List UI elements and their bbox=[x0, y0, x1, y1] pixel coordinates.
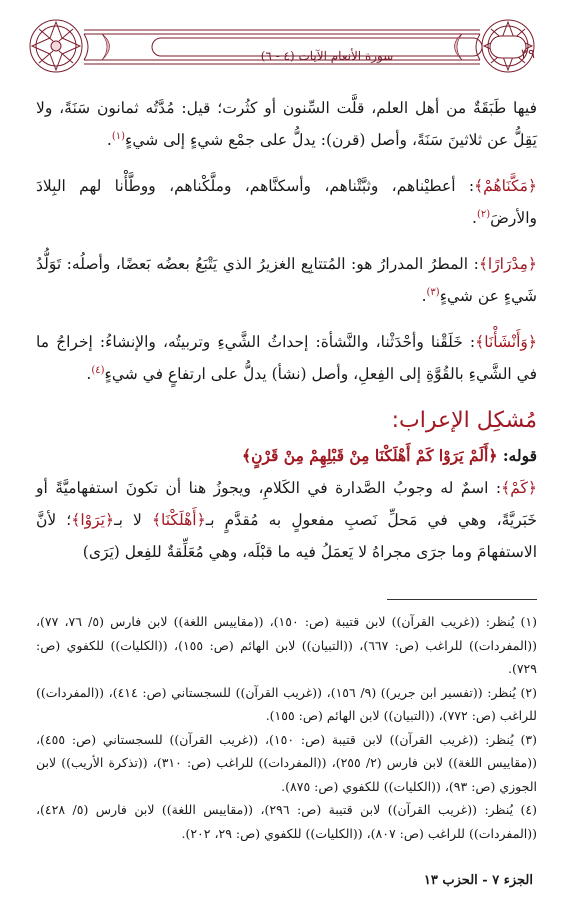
quran-term: ﴿وَأَنْشَأْنَا﴾ bbox=[475, 333, 537, 351]
footnote-divider bbox=[387, 599, 537, 600]
paragraph-makkannahum: ﴿مَكَّنَاهُمْ﴾: أعطيْناهم، وثبَّتْناهم، وأسكنَّاهم، وملَّكْناهم، ووطَّأْنا لهم البِلادَ والأرضَ$^{(٢)}$. bbox=[36, 177, 537, 227]
paragraph-qarn: فيها طَبَقَةٌ من أهل العلم، قلَّت السِّنون أو كثُرت؛ قيل: مُدَّتُه ثمانون سَنَةً، ولا يَقِلُّ عن ثلاثينَ سَنَةً، وأصل (قرن): يدلُّ على جمْع شيءٍ إلى شيءٍ$^{(١)}$. bbox=[36, 99, 537, 149]
analysis-paragraph bbox=[36, 472, 537, 568]
quran-term: ﴿يَرَوْا﴾ bbox=[71, 511, 115, 529]
footnote: (٤) يُنظر: ((غريب القرآن)) لابن قتيبة (ص: ٢٩٦)، ((مقاييس اللغة)) لابن فارس (٥/ ٤٢٨)، ((المفردات)) للراغب (ص: ٨٠٧)، ((الكليات)) للكفوي (ص: ٢٩، ٢٠٢). bbox=[36, 802, 538, 841]
quran-term: ﴿كَمْ﴾ bbox=[501, 479, 537, 497]
surah-title: سورة الأنعام الآيات (٤ - ٦) bbox=[260, 49, 394, 63]
paragraph-text: : أعطيْناهم، وثبَّتْناهم، وأسكنَّاهم، وملَّكْناهم، ووطَّأْنا لهم البِلادَ والأرضَ bbox=[36, 177, 537, 227]
footnote: (١) يُنظر: ((غريب القرآن)) لابن قتيبة (ص: ١٥٠)، ((مقاييس اللغة)) لابن فارس (٥/ ٧٦، ٧٧)، ((المفردات)) للراغب (ص: ٦٦٧)، ((التبيان)) لابن الهائم (ص: ١٥٥)، ((الكليات)) للكفوي (ص: ٧٢٩). bbox=[36, 614, 538, 676]
analysis-text: ؛ لأنَّ الاستفهامَ وما جرَى مجراهُ لا يَعمَلُ فيه ما قبْلَه، وهي مُعَلِّقةٌ للفِعل (يَرَى) bbox=[36, 511, 537, 561]
section-heading: مُشكِل الإعراب: bbox=[391, 408, 537, 433]
verse-line bbox=[36, 440, 537, 472]
quran-term: ﴿مَكَّنَاهُمْ﴾ bbox=[474, 177, 537, 195]
quran-term: ﴿أَهْلَكْنَا﴾ bbox=[151, 511, 206, 529]
paragraph-text: : المطرُ المدرارُ هو: المُتتابِع الغزيرُ الذي يَتْبَعُ بعضُه بَعضًا، وأصلُه: تَوَلُّدُ شَيءٍ عن شيءٍ bbox=[36, 255, 537, 305]
main-text bbox=[36, 92, 537, 568]
footnote: (٣) يُنظر: ((غريب القرآن)) لابن قتيبة (ص: ١٥٠)، ((غريب القرآن)) للسجستاني (ص: ٤٥٥)، ((مقاييس اللغة)) لابن فارس (٢/ ٢٥٥)، ((المفردات)) للراغب (ص: ٣١٠)، ((تذكرة الأريب)) لابن الجوزي (ص: ٩٣)، ((الكليات)) للكفوي (ص: ٨٧٥). bbox=[36, 731, 538, 794]
page-footer: الجزء ٧ - الحزب ١٣ bbox=[423, 873, 533, 888]
quran-term: ﴿مِدْرَارًا﴾ bbox=[478, 255, 537, 273]
paragraph-text: فيها طَبَقَةٌ من أهل العلم، قلَّت السِّنون أو كثُرت؛ قيل: مُدَّتُه ثمانون سَنَةً، ولا يَقِلُّ عن ثلاثينَ سَنَةً، وأصل (قرن): يدلُّ على جمْع شيءٍ إلى شيءٍ bbox=[36, 99, 537, 149]
footnote-ref: (٤) bbox=[91, 364, 105, 376]
analysis-text: لا بـ bbox=[114, 511, 152, 529]
footnote: (٢) يُنظر: ((تفسير ابن جرير)) (٩/ ١٥٦)، ((غريب القرآن)) للسجستاني (ص: ٤١٤)، ((المفردات)) للراغب (ص: ٧٧٢)، ((التبيان)) لابن الهائم (ص: ١٥٥). bbox=[36, 684, 537, 723]
analysis-text: : اسمٌ له وجوبُ الصَّدارة في الكَلامِ، ويجوزُ هنا أن تكونَ استفهاميَّةً أو خَبَريَّةً، وهي في مَحلِّ نَصبِ مفعولٍ به مُقدَّمٍ بـ bbox=[36, 479, 538, 529]
qawl-label: قوله: bbox=[502, 446, 537, 465]
verse-text: ﴿أَلَمْ يَرَوْا كَمْ أَهْلَكْنَا مِنْ قَبْلِهِمْ مِنْ قَرْنٍ﴾ bbox=[241, 446, 498, 465]
paragraph-midrara: ﴿مِدْرَارًا﴾: المطرُ المدرارُ هو: المُتتابِع الغزيرُ الذي يَتْبَعُ بعضُه بَعضًا، وأصلُه: تَوَلُّدُ شَيءٍ عن شيءٍ$^{(٣)}$. bbox=[36, 255, 537, 305]
paragraph-text: : خَلَقْنا وأحْدَثْنا، والنَّشأة: إحداثُ الشَّيءِ وتربيتُه، والإنشاءُ: إخراجُ ما في الشَّيءِ بالقُوَّةِ إلى الفِعلِ، وأصل (نشأ) يدلُّ على ارتفاعٍ في شيءٍ bbox=[36, 333, 537, 383]
footnote-ref: (١) bbox=[111, 130, 126, 142]
paragraph-anshana: ﴿وَأَنْشَأْنَا﴾: خَلَقْنا وأحْدَثْنا، والنَّشأة: إحداثُ الشَّيءِ وتربيتُه، والإنشاءُ: إخراجُ ما في الشَّيءِ بالقُوَّةِ إلى الفِعلِ، وأصل (نشأ) يدلُّ على ارتفاعٍ في شيءٍ$^{(٤)}$. bbox=[36, 333, 537, 383]
footnotes bbox=[36, 610, 537, 845]
footnote-ref: (٣) bbox=[426, 286, 440, 298]
page-header bbox=[22, 12, 550, 80]
header-ornament bbox=[22, 12, 550, 80]
page-number: ٣٩ bbox=[521, 47, 535, 62]
footnote-ref: (٢) bbox=[476, 208, 491, 220]
